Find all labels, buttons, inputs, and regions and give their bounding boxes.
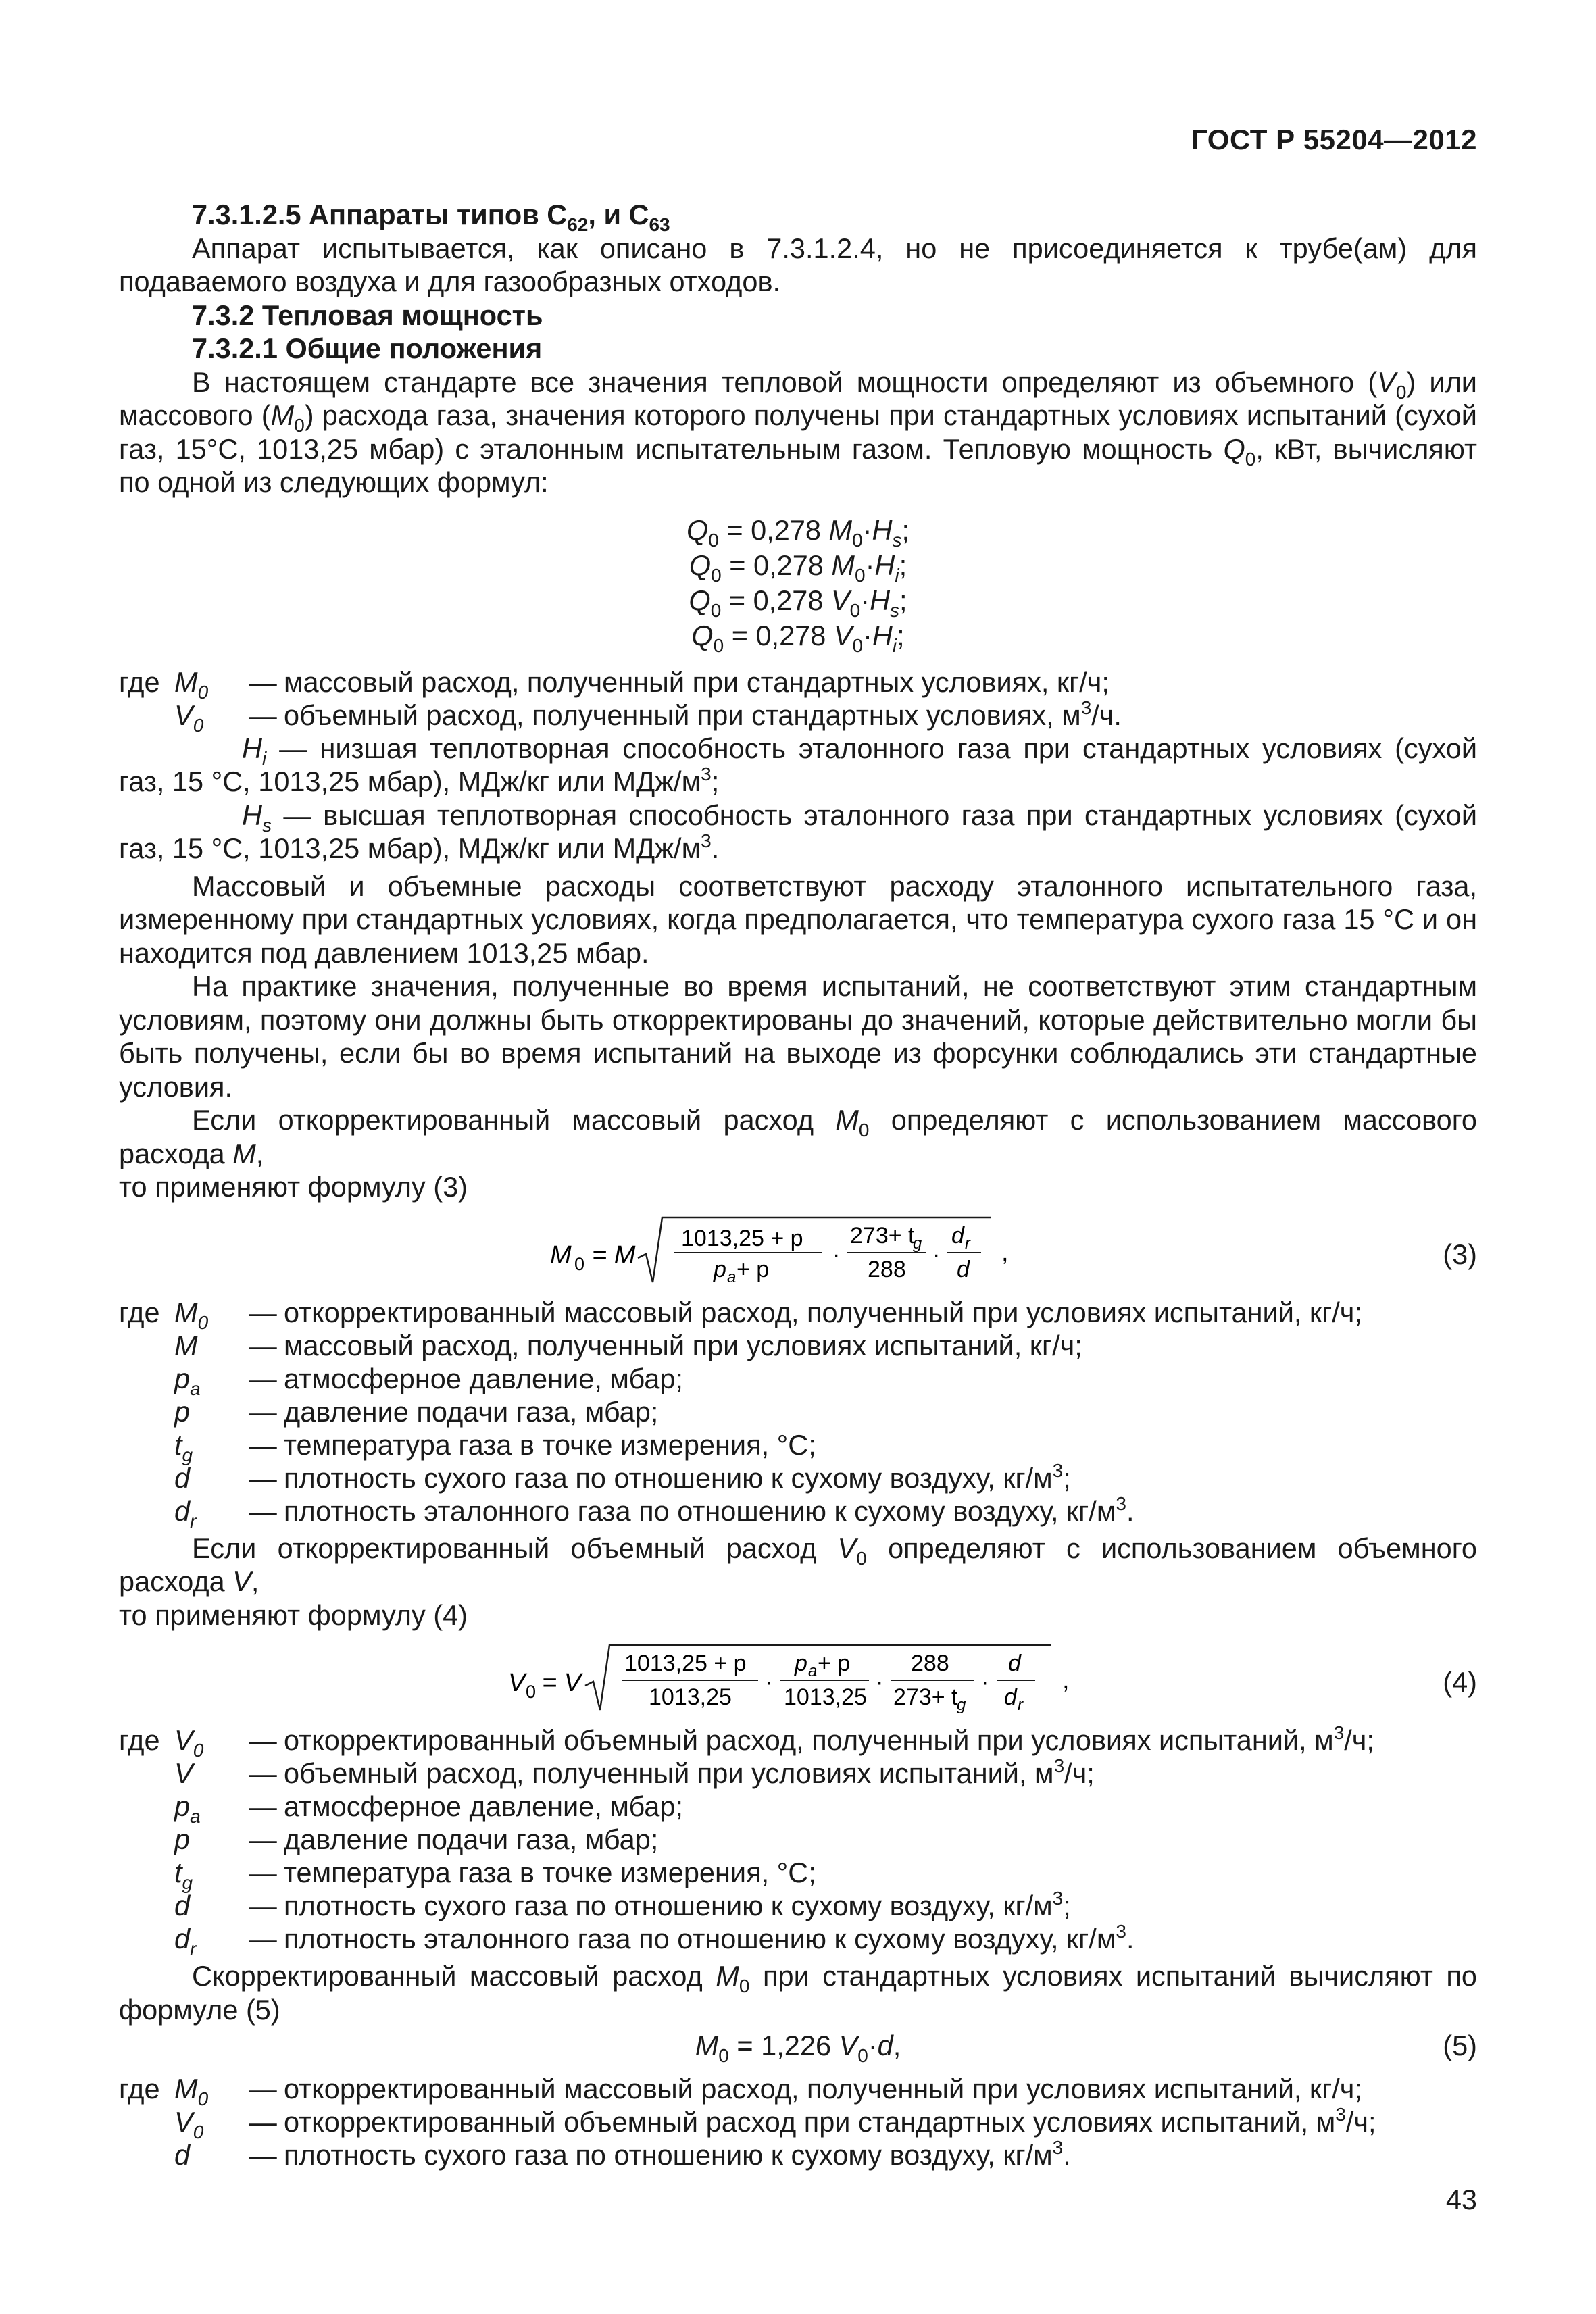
def4-v0: где $V_0$ — откорректированный объемный расход, полученный при условиях испытаний, $м^3/ч$;: [119, 1722, 1374, 1761]
def4-dr: $d_r$ — плотность эталонного газа по отношению к сухому воздуху, $кг/м^3$.: [174, 1921, 1134, 1959]
eq4-den3: [893, 1684, 966, 1714]
eq3-den2: 288: [868, 1256, 906, 1282]
paragraph-practice: На практике значения, полученные во время испытаний, не соответствуют этим стандартным условиям, поэтому они должны быть откорректированы до значений, которые действительно могли бы быть получены, если бы во время испытаний на выходе из форсунки соблюдались эти стандартные условия.: [119, 970, 1477, 1103]
def5-m0: где $M_0$ — откорректированный массовый расход, полученный при условиях испытаний, кг/ч;: [119, 2073, 1362, 2109]
equation-5: [119, 2029, 1477, 2067]
svg-text:p: p: [795, 1651, 807, 1676]
def4-tg: $t_g$ — температура газа в точке измерения, °С;: [174, 1857, 816, 1893]
def3-tg: $t_g$ — температура газа в точке измерения, °С;: [174, 1428, 816, 1465]
equation-4-number: (4): [1443, 1666, 1477, 1698]
def3-p: p — давление подачи газа, мбар;: [174, 1395, 659, 1428]
section-heading-7-3-1-2-5: 7.3.1.2.5 Аппараты типов $С_{62}$, и $С_{63}$: [192, 199, 670, 235]
paragraph-m0-intro: Если откорректированный массовый расход $M_0$ определяют с использованием массового расхода M, то применяют формулу (3): [119, 1104, 1478, 1203]
def4-p: p — давление подачи газа, мбар;: [174, 1823, 659, 1855]
svg-text:a: a: [808, 1662, 818, 1680]
paragraph-mass-volume: Массовый и объемные расходы соответствуют расходу эталонного испытательного газа, измеренному при стандартных условиях, когда предполагается, что температура сухого газа 15 °С и он находится под давлением 1013,25 мбар.: [119, 870, 1477, 969]
equation-4: [119, 1638, 1477, 1717]
def-hi: $H_i$ — низшая теплотворная способность эталонного газа при стандартных условиях (сухой газ, 15 °С, 1013,25 мбар), МДж/кг или МДж/$м^3$;: [119, 732, 1478, 797]
svg-text:,: ,: [1001, 1238, 1009, 1267]
def4-v: V — объемный расход, полученный при условиях испытаний, $м^3/ч$;: [174, 1755, 1095, 1789]
svg-text:V: V: [508, 1669, 526, 1697]
svg-text:= M: = M: [592, 1240, 636, 1269]
eq4-den2: 1013,25: [784, 1684, 867, 1710]
paragraph-general: В настоящем стандарте все значения тепловой мощности определяют из объемного $(V_0)$ или массового $(M_0)$ расхода газа, значения которого получены при стандартных условиях испытаний (сухой газ, 15°С, 1013,25 мбар) с эталонным испытательным газом. Тепловую мощность $Q_0$, кВт, вычисляют по одной из следующих формул:: [119, 366, 1477, 498]
eq3-lhs: [550, 1241, 636, 1274]
formula-q-mhi: $Q_0 = 0,278$ $M_0\cdot H_i$;: [689, 549, 907, 586]
formula-q-mhs: $Q_0 = 0,278$ $M_0\cdot H_s$;: [686, 513, 910, 551]
standard-header: ГОСТ Р 55204—2012: [1191, 124, 1477, 155]
definitions-heat-power: [119, 665, 1477, 865]
svg-text:+ p: + p: [737, 1256, 770, 1282]
svg-text:·: ·: [765, 1669, 773, 1695]
section-heading-7-3-2-1: 7.3.2.1 Общие положения: [192, 332, 543, 364]
svg-text:g: g: [957, 1696, 966, 1714]
eq3-num2: [850, 1223, 922, 1253]
svg-text:·: ·: [832, 1241, 841, 1267]
paragraph-v0-intro: Если откорректированный объемный расход $V_0$ определяют с использованием объемного расхода V, то применяют формулу (4): [119, 1532, 1477, 1631]
svg-text:g: g: [913, 1234, 922, 1253]
page-number: 43: [1445, 2184, 1477, 2215]
definitions-eq3: [119, 1296, 1477, 1532]
svg-text:·: ·: [981, 1669, 989, 1695]
heat-power-formulas: [119, 513, 1477, 656]
def3-m0: где $M_0$ — откорректированный массовый расход, полученный при условиях испытаний, кг/ч;: [119, 1296, 1362, 1333]
page-content: [119, 198, 1477, 2175]
def4-pa: $p_a$ — атмосферное давление, мбар;: [174, 1790, 683, 1827]
svg-text:0: 0: [526, 1682, 537, 1702]
def3-m: M — массовый расход, полученный при условиях испытаний, кг/ч;: [174, 1329, 1082, 1361]
eq4-num1: 1013,25 + p: [624, 1651, 747, 1676]
svg-text:+ p: + p: [818, 1651, 851, 1676]
eq4-num2: [794, 1651, 850, 1680]
equation-3-graphic: [119, 1211, 1477, 1289]
definitions-eq5: [119, 2072, 1477, 2171]
def-m0: где $M_0$ — массовый расход, полученный при стандартных условиях, кг/ч;: [119, 665, 1109, 703]
def5-d: d — плотность сухого газа по отношению к сухому воздуху, $кг/м^3$.: [174, 2137, 1071, 2171]
paragraph-7-3-1-2-5: Аппарат испытывается, как описано в 7.3.1.2.4, но не присоединяется к трубе(ам) для подаваемого воздуха и для газообразных отходов.: [119, 232, 1477, 297]
formula-q-vhs: $Q_0 = 0,278$ $V_0\cdot H_s$;: [689, 584, 907, 621]
svg-text:a: a: [727, 1267, 737, 1286]
equation-5-number: (5): [1443, 2030, 1477, 2061]
def-hs: $H_s$ — высшая теплотворная способность эталонного газа при стандартных условиях (сухой газ, 15 °С, 1013,25 мбар), МДж/кг или МДж/$м^3$.: [119, 799, 1478, 864]
equation-5-formula: $M_0 = 1,226$ $V_0\cdot d$,: [695, 2030, 901, 2066]
svg-text:d: d: [951, 1222, 964, 1249]
svg-text:273+ t: 273+ t: [893, 1684, 958, 1710]
equation-3-number: (3): [1443, 1238, 1477, 1270]
eq4-lhs: [508, 1669, 584, 1702]
svg-text:= V: = V: [542, 1669, 582, 1697]
paragraph-m0-corrected: Скорректированный массовый расход $M_0$ при стандартных условиях испытаний вычисляют по формуле (5): [119, 1960, 1477, 2026]
equation-3: [119, 1211, 1477, 1289]
svg-text:r: r: [1018, 1696, 1023, 1714]
section-heading-7-3-2: 7.3.2 Тепловая мощность: [192, 299, 543, 331]
svg-text:,: ,: [1062, 1666, 1070, 1694]
svg-text:·: ·: [932, 1241, 941, 1267]
eq3-num1: 1013,25 + p: [681, 1225, 803, 1251]
def3-pa: $p_a$ — атмосферное давление, мбар;: [174, 1362, 683, 1399]
def4-d: d — плотность сухого газа по отношению к сухому воздуху, $кг/м^3$;: [174, 1888, 1071, 1921]
eq3-den3: d: [957, 1256, 970, 1282]
eq4-num3: 288: [911, 1651, 949, 1676]
eq4-den1: 1013,25: [649, 1684, 732, 1710]
equation-4-graphic: [119, 1638, 1477, 1717]
def3-dr: $d_r$ — плотность эталонного газа по отношению к сухому воздуху, $кг/м^3$.: [174, 1492, 1134, 1532]
svg-text:273+ t: 273+ t: [850, 1222, 915, 1249]
def3-d: d — плотность сухого газа по отношению к сухому воздуху, $кг/м^3$;: [174, 1459, 1071, 1494]
svg-text:r: r: [965, 1234, 970, 1253]
definitions-eq4: [119, 1722, 1477, 1959]
svg-text:d: d: [1004, 1684, 1017, 1710]
svg-text:·: ·: [876, 1669, 884, 1695]
def-v0: $V_0$ — объемный расход, полученный при стандартных условиях, $м^3/ч$.: [174, 697, 1122, 736]
def5-v0: $V_0$ — откорректированный объемный расход при стандартных условиях испытаний, $м^3/ч$;: [174, 2104, 1376, 2142]
svg-text:0: 0: [574, 1253, 585, 1274]
eq3-den1: [713, 1257, 769, 1286]
eq4-den4: [1004, 1684, 1024, 1714]
svg-text:M: M: [550, 1240, 572, 1269]
svg-text:p: p: [714, 1256, 726, 1282]
eq3-num3: [951, 1223, 971, 1253]
eq4-num4: d: [1008, 1651, 1021, 1676]
formula-q-vhi: $Q_0 = 0,278$ $V_0\cdot H_i$;: [691, 619, 905, 656]
